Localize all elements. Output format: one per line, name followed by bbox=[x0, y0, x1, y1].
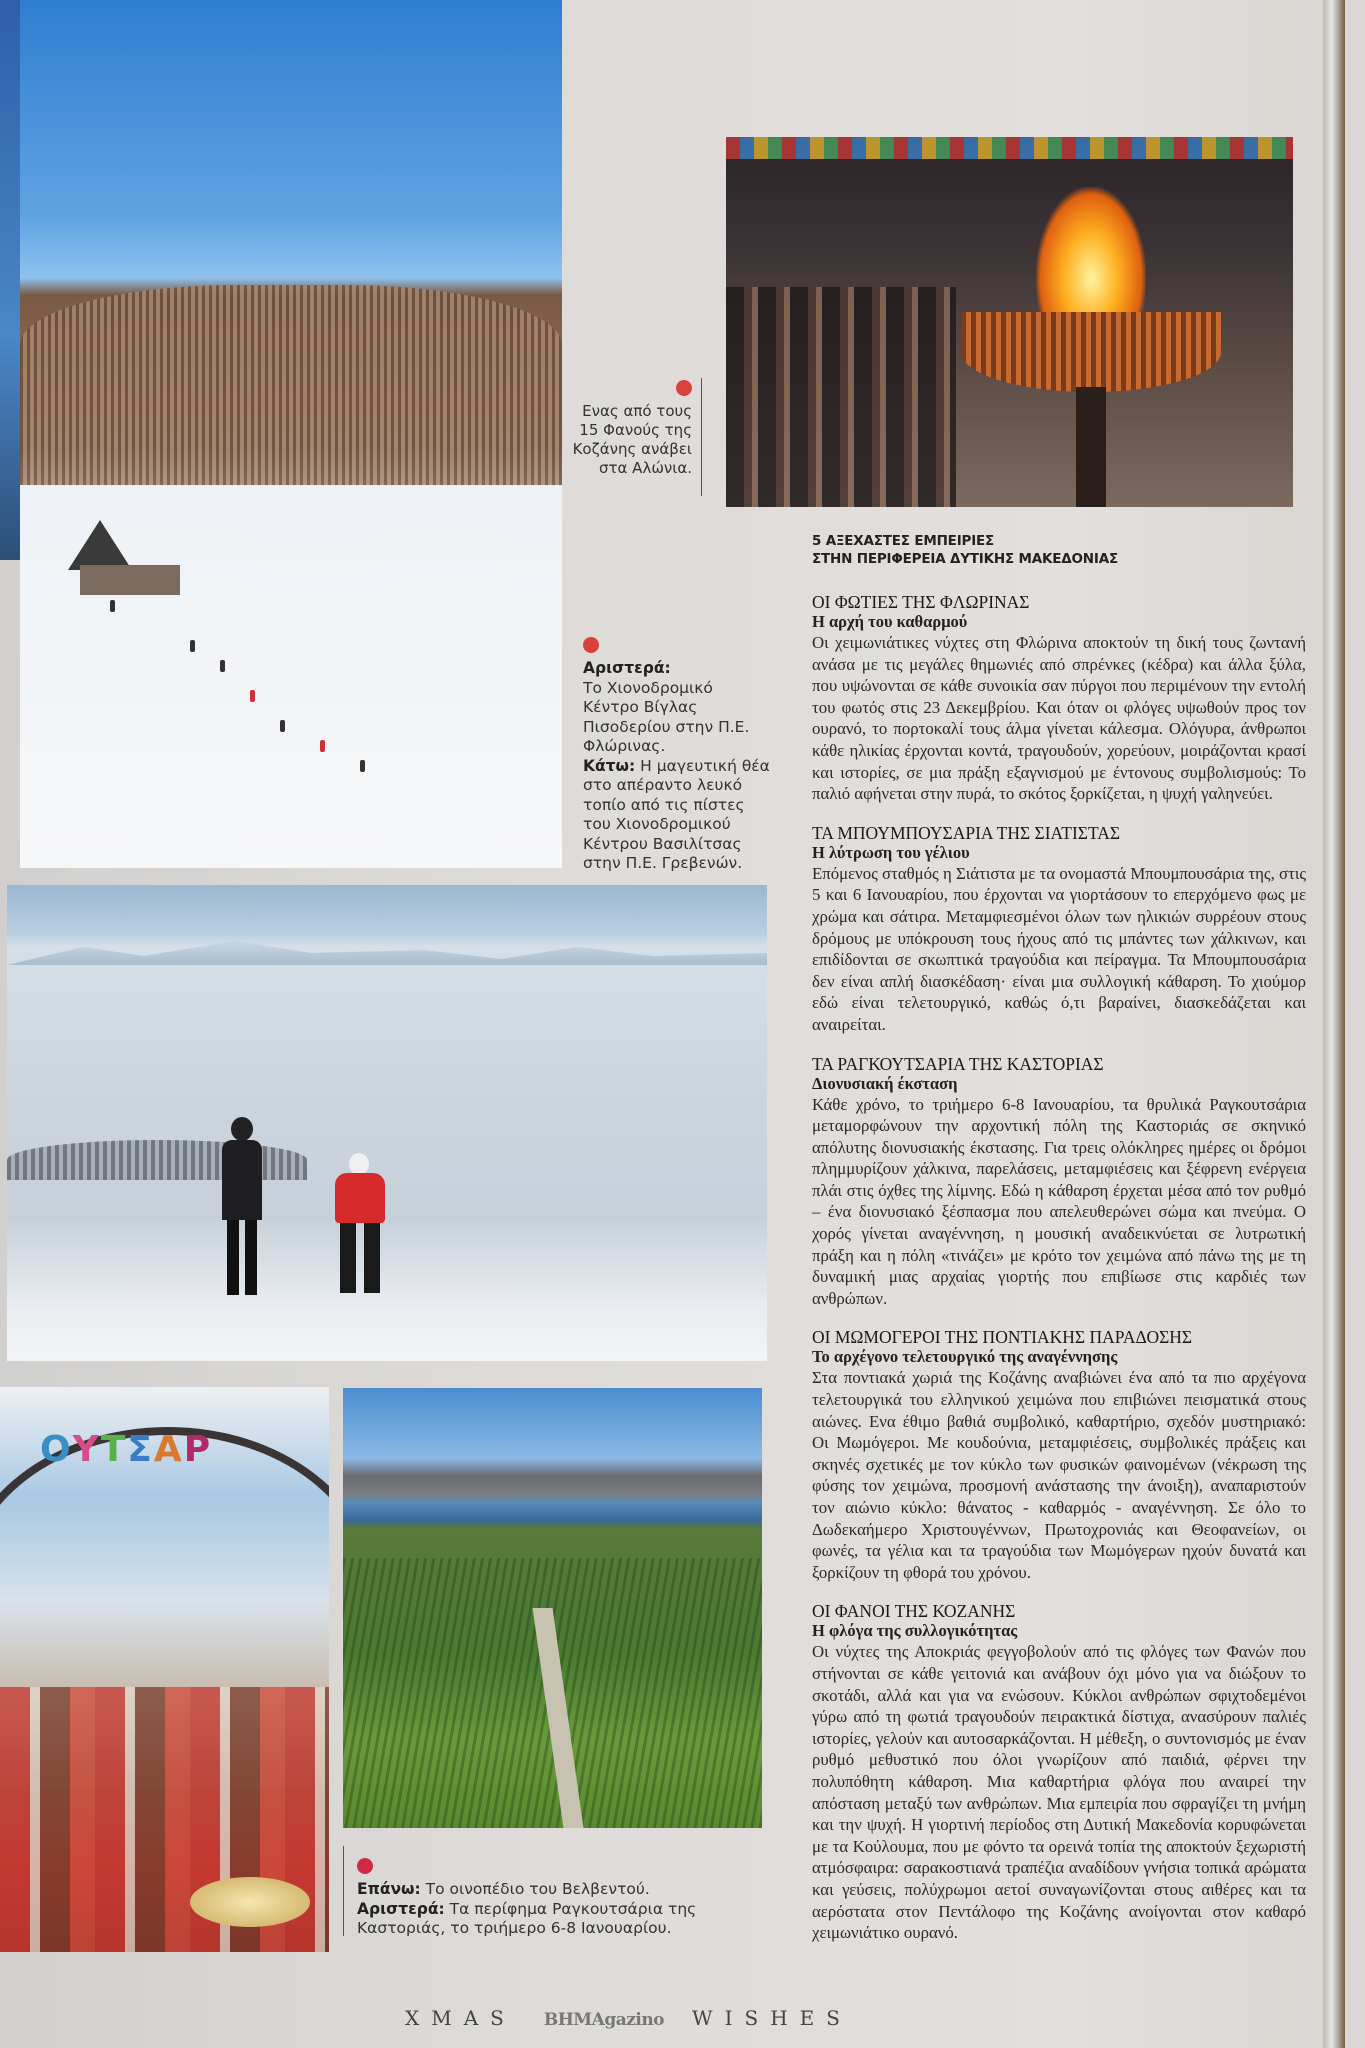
footer-xmas: XMAS bbox=[405, 2006, 516, 2030]
article-section bbox=[812, 1054, 1306, 1310]
sign-letter: Ο bbox=[40, 1429, 73, 1470]
sign-letter: Α bbox=[153, 1429, 184, 1470]
page-stack-edge bbox=[1323, 0, 1345, 2048]
section-body: Επόμενος σταθμός η Σιάτιστα με τα ονομαστά Μπουμπουσάρια της, στις 5 και 6 Ιανουαρίου, που έρχονται να γιορτάσουν το επερχόμενο φως με χρώμα και σάτιρα. Μεταμφιεσμένοι όλων των ηλικιών συρρέουν στους δρόμους με υπόκρουση τους ήχους από τις μπάντες των χάλκινων, και επιδίδονται σε σκωπτικά τραγούδια και πείραγμα. Τα Μπουμπουσάρια δεν είναι απλή διασκέδαση· είναι μια συλλογική κάθαρση. Το χιούμορ εδώ είναι τελετουργικό, καθώς ό,τι βαραίνει, διασκεδάζεται και αναιρείται. bbox=[812, 863, 1306, 1034]
section-body: Στα ποντιακά χωριά της Κοζάνης αναβιώνει ένα από τα πιο αρχέγονα τελετουργικά του ελληνικού χειμώνα που επιβιώνει πεισματικά στους αιώνες. Ενα έθιμο βαθιά συμβολικό, καθαρτήριο, σχεδόν μυστηριακό: Οι Μωμόγεροι. Με κουδούνια, μεταμφιέσεις, συμβολικές πράξεις και σκηνές σχετικές με τον κύκλο των φυσικών φαινομένων (νέκρωση της φύσης τον χειμώνα, προσμονή ανάστασης την άνοιξη), αναπαριστούν τον αιώνιο κύκλο: θάνατος - καθαρμός - αναγέννηση. Σε όλο το Δωδεκαήμερο Χριστουγέννων, Πρωτοχρονιάς και Θεοφανείων, οι φωνές, τα γέλια και τα τραγούδια των Μωμόγερων ηχούν δυνατά και ξορκίζουν τη φθορά του χρόνου. bbox=[812, 1368, 1306, 1582]
bottom-caption bbox=[357, 1858, 757, 1939]
section-subtitle: Η λύτρωση του γέλιου bbox=[812, 842, 970, 862]
kozani-fire-photo bbox=[726, 137, 1293, 507]
crowd bbox=[726, 287, 956, 507]
section-body: Κάθε χρόνο, το τριήμερο 6-8 Ιανουαρίου, τα θρυλικά Ραγκουτσάρια μεταμορφώνουν την αρχοντική πόλη της Καστοριάς σε σκηνικό απόλυτης διονυσιακής έκστασης. Για τρεις ολόκληρες ημέρες οι δρόμοι πλημμυρίζουν χάλκινα, παρελάσεις, μεταμφιέσεις και ξέφρενη ενέργεια πλάι στις όχθες της λίμνης. Εδώ η κάθαρση έρχεται μέσα από τον ρυθμό – ένα διονυσιακό ξέσπασμα που απελευθερώνει σώμα και πνεύμα. Ο χορός γίνεται αναγέννηση, η μουσική αναδεικνύεται σε λυτρωτική πράξη και η πόλη «τινάζει» με κρότο τον χειμώνα από πάνω της με τη δυναμική μιας αρχαίας γιορτής που επιβίωσε στις καρδιές των ανθρώπων. bbox=[812, 1094, 1306, 1308]
skier bbox=[360, 760, 365, 772]
caption-divider bbox=[343, 1846, 344, 1936]
snowy-forest bbox=[7, 1140, 307, 1180]
chalet bbox=[80, 565, 180, 595]
vasilitsa-panorama-photo bbox=[7, 885, 767, 1361]
sign-letter: Τ bbox=[100, 1429, 128, 1470]
section-title: ΟΙ ΦΑΝΟΙ ΤΗΣ ΚΟΖΑΝΗΣ bbox=[812, 1601, 1016, 1622]
skier bbox=[320, 740, 325, 752]
skier bbox=[190, 640, 195, 652]
caption-text: Το οινοπέδιο του Βελβεντού. bbox=[425, 1880, 650, 1898]
page-footer bbox=[405, 2006, 852, 2030]
ragkoutsaria-photo bbox=[0, 1387, 329, 1952]
article-section bbox=[812, 823, 1306, 1036]
article-column bbox=[812, 532, 1306, 1962]
flame bbox=[1036, 187, 1146, 317]
caption-dot-icon bbox=[357, 1858, 373, 1874]
caption-label: Επάνω: bbox=[357, 1880, 421, 1898]
forest-hill bbox=[20, 285, 562, 485]
footer-wishes: WISHES bbox=[692, 2006, 852, 2030]
section-title: ΤΑ ΡΑΓΚΟΥΤΣΑΡΙΑ ΤΗΣ ΚΑΣΤΟΡΙΑΣ bbox=[812, 1053, 1104, 1074]
skier-red-jacket bbox=[335, 1173, 385, 1223]
skier-legs bbox=[340, 1223, 380, 1293]
distant-mountains bbox=[7, 935, 767, 965]
sign-letter: Σ bbox=[127, 1429, 154, 1470]
skier bbox=[250, 690, 255, 702]
section-body: Οι χειμωνιάτικες νύχτες στη Φλώρινα αποκτούν τη δική τους ζωντανή ανάσα με τις μεγάλες θημωνιές από σπρένκες (κέδρα) και άλλα ξύλα, που υψώνονται σε κάθε συνοικία σαν πύργοι που περιμένουν την εντολή του φωτός στις 23 Δεκεμβρίου. Και όταν οι φλόγες υψωθούν προς τον ουρανό, το πορτοκαλί τους άλμα γίνεται κάλεσμα. Ολόγυρα, άνθρωποι κάθε ηλικίας έρχονται κοντά, τραγουδούν, χορεύουν, μοιράζονται κρασί και ιστορίες, σε μια πράξη εξαγνισμού με έντονους συμβολισμούς: Το παλιό αφήνεται στην πυρά, το σκότος ξορκίζεται, η ψυχή γαληνεύει. bbox=[812, 633, 1306, 804]
skier bbox=[280, 720, 285, 732]
fire-caption-text: Ενας από τους 15 Φανούς της Κοζάνης ανάβει στα Αλώνια. bbox=[572, 402, 692, 477]
section-subtitle: Το αρχέγονο τελετουργικό της αναγέννησης bbox=[812, 1347, 1118, 1367]
section-title: ΤΑ ΜΠΟΥΜΠΟΥΣΑΡΙΑ ΤΗΣ ΣΙΑΤΙΣΤΑΣ bbox=[812, 822, 1121, 843]
caption-label: Αριστερά: bbox=[357, 1899, 445, 1918]
fire-caption bbox=[570, 380, 692, 478]
skier-helmet bbox=[231, 1117, 253, 1141]
caption-text: Το Χιονοδρομικό Κέντρο Βίγλας Πισοδερίου στην Π.Ε. Φλώρινας. bbox=[583, 678, 750, 755]
sign-letter: Ρ bbox=[183, 1429, 213, 1470]
festival-sign bbox=[40, 1429, 212, 1470]
article-section bbox=[812, 592, 1306, 805]
cymbal bbox=[190, 1877, 310, 1927]
section-subtitle: Η φλόγα της συλλογικότητας bbox=[812, 1621, 1018, 1641]
article-kicker bbox=[812, 532, 1306, 568]
section-title: ΟΙ ΦΩΤΙΕΣ ΤΗΣ ΦΛΩΡΙΝΑΣ bbox=[812, 592, 1030, 612]
skier-black-jacket bbox=[222, 1140, 262, 1220]
sign-letter: Υ bbox=[72, 1429, 101, 1470]
skier-legs bbox=[227, 1220, 257, 1295]
brazier-stand bbox=[1076, 387, 1106, 507]
caption-label: Κάτω: bbox=[583, 756, 636, 775]
chalet-roof bbox=[68, 520, 132, 570]
section-subtitle: Διονυσιακή έκσταση bbox=[812, 1073, 958, 1093]
kicker-line: ΣΤΗΝ ΠΕΡΙΦΕΡΕΙΑ ΔΥΤΙΚΗΣ ΜΑΚΕΔΟΝΙΑΣ bbox=[812, 551, 1118, 567]
article-section bbox=[812, 1601, 1306, 1943]
ski-resort-photo bbox=[20, 0, 562, 868]
section-body: Οι νύχτες της Αποκριάς φεγγοβολούν από τις φλόγες των Φανών που στήνονται σε κάθε γειτονιά και ανάβουν όχι μόνο για να διώξουν το σκοτάδι, αλλά και για να ενώσουν. Κύκλοι ανθρώπων σφιχτοδεμένοι γύρω από τη φωτιά τραγουδούν πειρακτικά δίστιχα, ανασύρουν παλιές ιστορίες, γελούν και αυτοσαρκάζονται. Η μέθεξη, ο συντονισμός με έναν ρυθμό μεθυστικό που όλοι γνωρίζουν από παιδιά, φέρνει την πολυπόθητη κάθαρση. Μια καθαρτήρια φλόγα που αναιρεί την απόσταση μεταξύ των ανθρώπων. Μια εμπειρία που σφραγίζει τη μνήμη και την ψυχή. Η γιορτινή περίοδος στη Δυτική Μακεδονία κορυφώνεται με τα Κούλουμα, που με φόντο τα ορεινά τοπία της αποκτούν ξεχωριστή ατμόσφαιρα: σαρακοστιανά τραπέζια αναδίδουν γνήσια τοπικά αρώματα και γεύσεις, πολύχρωμοι αετοί συναγωνίζονται στους αιθέρες και τα αερόστατα στον Πεντάλοφο της Κοζάνης ανοίγονται στον καθαρό χειμωνιάτικο ουρανό. bbox=[812, 1642, 1306, 1943]
kicker-line: 5 ΑΞΕΧΑΣΤΕΣ ΕΜΠΕΙΡΙΕΣ bbox=[812, 533, 995, 549]
caption-label: Αριστερά: bbox=[583, 659, 671, 677]
caption-text: Η μαγευτική θέα στο απέραντο λευκό τοπίο από τις πίστες του Χιονοδρομικού Κέντρου Βασιλίτσας στην Π.Ε. Γρεβενών. bbox=[583, 756, 770, 872]
caption-dot-icon bbox=[676, 380, 692, 396]
bunting-flags bbox=[726, 137, 1293, 159]
section-title: ΟΙ ΜΩΜΟΓΕΡΟΙ ΤΗΣ ΠΟΝΤΙΑΚΗΣ ΠΑΡΑΔΟΣΗΣ bbox=[812, 1327, 1193, 1348]
caption-dot-icon bbox=[583, 637, 599, 653]
caption-text: Τα περίφημα Ραγκουτσάρια της Καστοριάς, το τριήμερο 6-8 Ιανουαρίου. bbox=[357, 1899, 697, 1937]
skier-hat bbox=[349, 1153, 369, 1175]
magazine-logo: BHMAgazino bbox=[543, 2010, 665, 2030]
article-section bbox=[812, 1327, 1306, 1583]
ski-caption bbox=[583, 637, 773, 874]
skier bbox=[110, 600, 115, 612]
section-subtitle: Η αρχή του καθαρμού bbox=[812, 612, 968, 631]
skier bbox=[220, 660, 225, 672]
velventos-vineyard-photo bbox=[343, 1388, 762, 1828]
caption-divider bbox=[701, 378, 702, 496]
brazier bbox=[961, 312, 1221, 392]
